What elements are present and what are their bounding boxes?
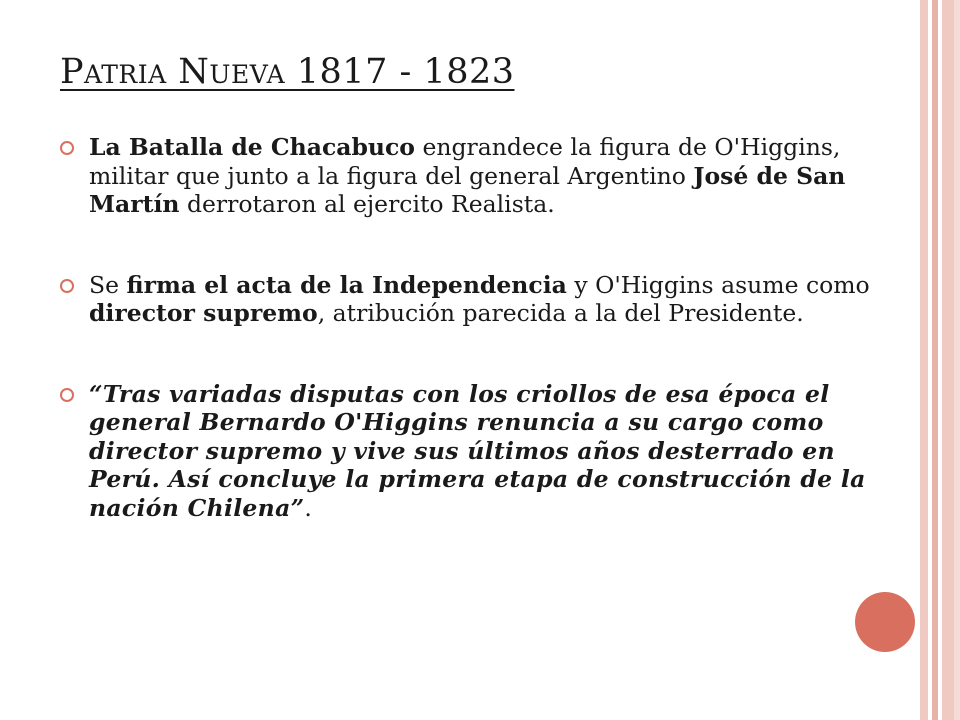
quote-text: “Tras variadas disputas con los criollos de esa época el general Bernardo O'Higgins renuncia a su cargo como director supremo y vive sus últimos años desterrado en Perú. Así concluye la primera etapa de construcción de la nación Chilena” xyxy=(89,379,866,522)
side-stripe xyxy=(920,0,928,720)
side-stripe xyxy=(954,0,960,720)
bullet-text: , atribución parecida a la del Presidente. xyxy=(317,299,804,327)
bold-text: director supremo xyxy=(89,299,318,327)
circle-bullet-icon xyxy=(60,279,74,293)
bullet-text: . xyxy=(304,493,312,522)
bullet-item xyxy=(60,271,890,328)
bullet-text: Se xyxy=(89,270,127,299)
slide-title: Patria Nueva 1817 - 1823 xyxy=(60,52,515,92)
bullet-text: y O'Higgins asume como xyxy=(566,270,870,299)
bullet-item xyxy=(60,380,890,523)
bold-text: La Batalla de Chacabuco xyxy=(89,133,415,161)
bold-text: José de San Martín xyxy=(89,161,846,218)
bullet-item xyxy=(60,133,890,219)
bullet-list xyxy=(60,133,890,522)
bold-text: firma el acta de la Independencia xyxy=(126,270,567,299)
circle-bullet-icon xyxy=(60,141,74,155)
bullet-text: engrandece la figura de O'Higgins, militar que junto a la figura del general Argentino xyxy=(89,133,841,190)
decorative-circle xyxy=(855,592,915,652)
side-stripe xyxy=(942,0,954,720)
circle-bullet-icon xyxy=(60,388,74,402)
bullet-text: derrotaron al ejercito Realista. xyxy=(179,190,555,218)
